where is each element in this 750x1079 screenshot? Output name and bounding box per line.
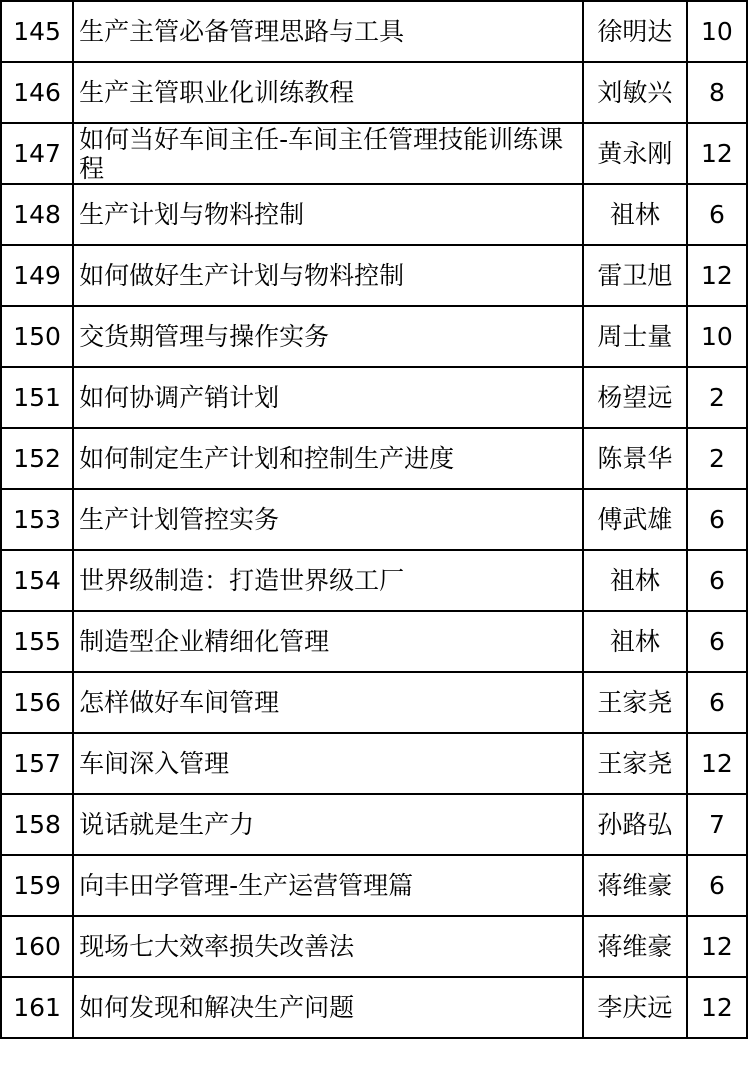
course-hours: 6 bbox=[687, 611, 747, 672]
table-row bbox=[1, 184, 747, 245]
course-number: 146 bbox=[1, 62, 73, 123]
course-title: 如何做好生产计划与物料控制 bbox=[73, 245, 583, 306]
course-hours: 6 bbox=[687, 550, 747, 611]
course-instructor: 蒋维豪 bbox=[583, 855, 687, 916]
course-hours: 8 bbox=[687, 62, 747, 123]
course-number: 148 bbox=[1, 184, 73, 245]
course-hours: 12 bbox=[687, 916, 747, 977]
course-instructor: 祖林 bbox=[583, 184, 687, 245]
course-instructor: 王家尧 bbox=[583, 733, 687, 794]
course-instructor: 王家尧 bbox=[583, 672, 687, 733]
course-instructor: 刘敏兴 bbox=[583, 62, 687, 123]
course-title: 如何制定生产计划和控制生产进度 bbox=[73, 428, 583, 489]
course-instructor: 李庆远 bbox=[583, 977, 687, 1038]
course-hours: 6 bbox=[687, 489, 747, 550]
course-number: 152 bbox=[1, 428, 73, 489]
course-number: 150 bbox=[1, 306, 73, 367]
course-instructor: 周士量 bbox=[583, 306, 687, 367]
table-row bbox=[1, 611, 747, 672]
course-title: 生产主管必备管理思路与工具 bbox=[73, 1, 583, 62]
course-table-body bbox=[1, 1, 747, 1038]
table-row bbox=[1, 123, 747, 184]
table-row bbox=[1, 62, 747, 123]
course-instructor: 徐明达 bbox=[583, 1, 687, 62]
course-instructor: 傅武雄 bbox=[583, 489, 687, 550]
table-row bbox=[1, 367, 747, 428]
table-row bbox=[1, 977, 747, 1038]
course-number: 161 bbox=[1, 977, 73, 1038]
course-number: 160 bbox=[1, 916, 73, 977]
table-row bbox=[1, 550, 747, 611]
course-number: 151 bbox=[1, 367, 73, 428]
course-number: 153 bbox=[1, 489, 73, 550]
course-title: 交货期管理与操作实务 bbox=[73, 306, 583, 367]
course-hours: 2 bbox=[687, 428, 747, 489]
course-title: 说话就是生产力 bbox=[73, 794, 583, 855]
course-number: 149 bbox=[1, 245, 73, 306]
course-title: 车间深入管理 bbox=[73, 733, 583, 794]
course-hours: 2 bbox=[687, 367, 747, 428]
table-row bbox=[1, 794, 747, 855]
course-hours: 10 bbox=[687, 306, 747, 367]
course-number: 154 bbox=[1, 550, 73, 611]
table-row bbox=[1, 428, 747, 489]
course-title: 如何当好车间主任-车间主任管理技能训练课程 bbox=[73, 123, 583, 184]
course-number: 155 bbox=[1, 611, 73, 672]
course-title: 向丰田学管理-生产运营管理篇 bbox=[73, 855, 583, 916]
course-hours: 12 bbox=[687, 977, 747, 1038]
course-hours: 12 bbox=[687, 123, 747, 184]
table-row bbox=[1, 916, 747, 977]
table-row bbox=[1, 489, 747, 550]
course-number: 159 bbox=[1, 855, 73, 916]
table-row bbox=[1, 306, 747, 367]
course-instructor: 杨望远 bbox=[583, 367, 687, 428]
table-row bbox=[1, 855, 747, 916]
course-title: 生产计划与物料控制 bbox=[73, 184, 583, 245]
course-hours: 12 bbox=[687, 733, 747, 794]
course-hours: 12 bbox=[687, 245, 747, 306]
course-instructor: 孙路弘 bbox=[583, 794, 687, 855]
course-hours: 6 bbox=[687, 672, 747, 733]
course-instructor: 陈景华 bbox=[583, 428, 687, 489]
course-title: 如何协调产销计划 bbox=[73, 367, 583, 428]
course-hours: 6 bbox=[687, 855, 747, 916]
course-number: 156 bbox=[1, 672, 73, 733]
course-hours: 7 bbox=[687, 794, 747, 855]
course-title: 怎样做好车间管理 bbox=[73, 672, 583, 733]
course-title: 制造型企业精细化管理 bbox=[73, 611, 583, 672]
course-title: 生产主管职业化训练教程 bbox=[73, 62, 583, 123]
course-number: 145 bbox=[1, 1, 73, 62]
course-instructor: 雷卫旭 bbox=[583, 245, 687, 306]
table-row bbox=[1, 1, 747, 62]
course-number: 157 bbox=[1, 733, 73, 794]
course-title: 生产计划管控实务 bbox=[73, 489, 583, 550]
course-title: 世界级制造：打造世界级工厂 bbox=[73, 550, 583, 611]
course-hours: 6 bbox=[687, 184, 747, 245]
table-row bbox=[1, 733, 747, 794]
course-number: 147 bbox=[1, 123, 73, 184]
course-hours: 10 bbox=[687, 1, 747, 62]
course-title: 如何发现和解决生产问题 bbox=[73, 977, 583, 1038]
course-instructor: 祖林 bbox=[583, 550, 687, 611]
course-instructor: 祖林 bbox=[583, 611, 687, 672]
course-title: 现场七大效率损失改善法 bbox=[73, 916, 583, 977]
table-row bbox=[1, 245, 747, 306]
course-instructor: 黄永刚 bbox=[583, 123, 687, 184]
course-instructor: 蒋维豪 bbox=[583, 916, 687, 977]
course-number: 158 bbox=[1, 794, 73, 855]
table-row bbox=[1, 672, 747, 733]
